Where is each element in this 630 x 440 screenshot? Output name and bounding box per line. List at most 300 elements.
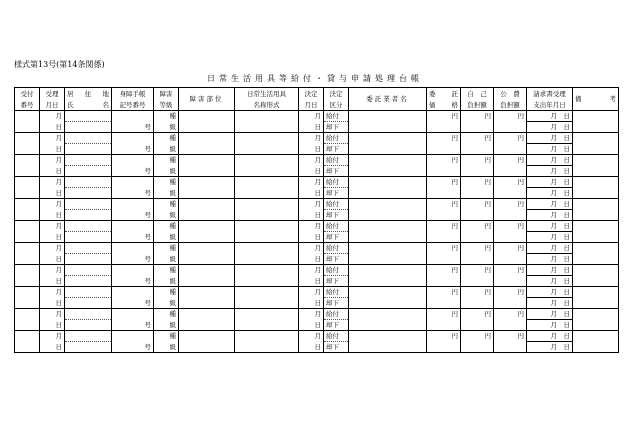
contract-price-cell-2[interactable] [427,232,461,243]
disability-part-cell[interactable] [179,243,235,265]
handbook-symbol-cell[interactable] [112,265,154,276]
name-cell[interactable] [65,166,112,177]
self-burden-cell-2[interactable] [461,254,494,265]
decision-provide-cell[interactable]: 給付 [324,221,349,232]
header-disability-grade: 障害 [154,88,179,100]
header-public-burden: 公 費 [494,88,527,100]
remarks-cell[interactable] [573,221,619,243]
disability-part-cell[interactable] [179,221,235,243]
received-month-cell[interactable]: 月 [40,155,65,166]
invoice-received-date-cell[interactable]: 月 日 [527,331,573,342]
invoice-received-date-cell[interactable]: 月 日 [527,133,573,144]
receipt-no-cell[interactable] [15,243,40,265]
self-burden-cell-2[interactable] [461,122,494,133]
name-cell[interactable] [65,232,112,243]
contractor-cell[interactable] [349,111,427,133]
name-cell[interactable] [65,320,112,331]
header-equipment: 日常生活用具 [235,88,299,100]
contractor-cell[interactable] [349,265,427,287]
contract-price-cell-2[interactable] [427,254,461,265]
handbook-number-cell[interactable]: 号 [112,320,154,331]
handbook-symbol-cell[interactable] [112,309,154,320]
disability-grade-cell[interactable]: 級 [154,122,179,133]
contract-price-cell[interactable]: 円 [427,265,461,276]
disability-type-cell[interactable]: 種 [154,221,179,232]
disability-grade-cell[interactable]: 級 [154,188,179,199]
header-receipt-no: 受付 [15,88,40,100]
disability-part-cell[interactable] [179,265,235,287]
address-cell[interactable] [65,155,112,166]
payment-date-cell[interactable]: 月 日 [527,320,573,331]
name-cell[interactable] [65,210,112,221]
decision-month-cell[interactable]: 月 [299,111,324,122]
decision-day-cell[interactable]: 日 [299,166,324,177]
received-month-cell[interactable]: 月 [40,111,65,122]
payment-date-cell[interactable]: 月 日 [527,210,573,221]
disability-grade-cell[interactable]: 級 [154,232,179,243]
public-burden-cell[interactable]: 円 [494,309,527,320]
disability-type-cell[interactable]: 種 [154,177,179,188]
contract-price-cell[interactable]: 円 [427,199,461,210]
contract-price-cell[interactable]: 円 [427,287,461,298]
contract-price-cell[interactable]: 円 [427,243,461,254]
handbook-number-cell[interactable]: 号 [112,122,154,133]
public-burden-cell-2[interactable] [494,166,527,177]
contractor-cell[interactable] [349,243,427,265]
handbook-number-cell[interactable]: 号 [112,232,154,243]
form-number: 様式第13号(第14条関係) [14,60,105,69]
decision-reject-cell[interactable]: 却下 [324,298,349,309]
payment-date-cell[interactable]: 月 日 [527,144,573,155]
remarks-cell[interactable] [573,199,619,221]
decision-provide-cell[interactable]: 給付 [324,133,349,144]
invoice-received-date-cell[interactable]: 月 日 [527,155,573,166]
public-burden-cell[interactable]: 円 [494,287,527,298]
table-row-bottom [15,144,619,155]
self-burden-cell[interactable]: 円 [461,155,494,166]
disability-type-cell[interactable]: 種 [154,155,179,166]
address-cell[interactable] [65,309,112,320]
decision-reject-cell[interactable]: 却下 [324,342,349,353]
disability-grade-cell[interactable]: 級 [154,298,179,309]
equipment-cell[interactable] [235,287,299,309]
received-day-cell[interactable]: 日 [40,188,65,199]
equipment-cell[interactable] [235,199,299,221]
contract-price-cell[interactable]: 円 [427,155,461,166]
remarks-cell[interactable] [573,265,619,287]
payment-date-cell[interactable]: 月 日 [527,342,573,353]
contract-price-cell[interactable]: 円 [427,331,461,342]
contractor-cell[interactable] [349,199,427,221]
public-burden-cell-2[interactable] [494,254,527,265]
payment-date-cell[interactable]: 月 日 [527,188,573,199]
received-day-cell[interactable]: 日 [40,144,65,155]
disability-type-cell[interactable]: 種 [154,331,179,342]
public-burden-cell[interactable]: 円 [494,155,527,166]
decision-day-cell[interactable]: 日 [299,254,324,265]
payment-date-cell[interactable]: 月 日 [527,122,573,133]
received-day-cell[interactable]: 日 [40,122,65,133]
equipment-cell[interactable] [235,155,299,177]
payment-date-cell[interactable]: 月 日 [527,276,573,287]
received-day-cell[interactable]: 日 [40,276,65,287]
decision-reject-cell[interactable]: 却下 [324,276,349,287]
equipment-cell[interactable] [235,265,299,287]
decision-day-cell[interactable]: 日 [299,320,324,331]
receipt-no-cell[interactable] [15,331,40,353]
self-burden-cell[interactable]: 円 [461,199,494,210]
name-cell[interactable] [65,276,112,287]
header-address: 居 住 地 [65,88,112,100]
public-burden-cell-2[interactable] [494,188,527,199]
disability-part-cell[interactable] [179,133,235,155]
invoice-received-date-cell[interactable]: 月 日 [527,199,573,210]
received-month-cell[interactable]: 月 [40,287,65,298]
public-burden-cell-2[interactable] [494,210,527,221]
header-invoice: 請求書受理 [527,88,573,100]
address-cell[interactable] [65,243,112,254]
self-burden-cell-2[interactable] [461,276,494,287]
invoice-received-date-cell[interactable]: 月 日 [527,265,573,276]
receipt-no-cell[interactable] [15,221,40,243]
remarks-cell[interactable] [573,111,619,133]
decision-provide-cell[interactable]: 給付 [324,155,349,166]
equipment-cell[interactable] [235,331,299,353]
decision-provide-cell[interactable]: 給付 [324,287,349,298]
public-burden-cell[interactable]: 円 [494,331,527,342]
received-day-cell[interactable]: 日 [40,166,65,177]
receipt-no-cell[interactable] [15,133,40,155]
decision-month-cell[interactable]: 月 [299,287,324,298]
contract-price-cell-2[interactable] [427,210,461,221]
decision-day-cell[interactable]: 日 [299,188,324,199]
decision-provide-cell[interactable]: 給付 [324,243,349,254]
handbook-number-cell[interactable]: 号 [112,276,154,287]
disability-grade-cell[interactable]: 級 [154,342,179,353]
remarks-cell[interactable] [573,177,619,199]
public-burden-cell-2[interactable] [494,342,527,353]
header-decision-type-2: 区分 [324,99,349,111]
self-burden-cell[interactable]: 円 [461,177,494,188]
decision-reject-cell[interactable]: 却下 [324,232,349,243]
received-day-cell[interactable]: 日 [40,232,65,243]
contractor-cell[interactable] [349,221,427,243]
public-burden-cell-2[interactable] [494,320,527,331]
decision-day-cell[interactable]: 日 [299,232,324,243]
contract-price-cell-2[interactable] [427,188,461,199]
handbook-symbol-cell[interactable] [112,287,154,298]
self-burden-cell[interactable]: 円 [461,133,494,144]
address-cell[interactable] [65,177,112,188]
table-body [15,111,619,353]
handbook-symbol-cell[interactable] [112,111,154,122]
contract-price-cell-2[interactable] [427,320,461,331]
handbook-number-cell[interactable]: 号 [112,210,154,221]
contract-price-cell[interactable]: 円 [427,221,461,232]
header-handbook-2: 記号番号 [112,99,154,111]
handbook-symbol-cell[interactable] [112,331,154,342]
contractor-cell[interactable] [349,309,427,331]
disability-part-cell[interactable] [179,111,235,133]
decision-month-cell[interactable]: 月 [299,243,324,254]
remarks-cell[interactable] [573,309,619,331]
contract-price-cell[interactable]: 円 [427,111,461,122]
decision-reject-cell[interactable]: 却下 [324,144,349,155]
contractor-cell[interactable] [349,287,427,309]
decision-reject-cell[interactable]: 却下 [324,166,349,177]
name-cell[interactable] [65,298,112,309]
decision-provide-cell[interactable]: 給付 [324,199,349,210]
equipment-cell[interactable] [235,221,299,243]
disability-type-cell[interactable]: 種 [154,199,179,210]
self-burden-cell[interactable]: 円 [461,265,494,276]
public-burden-cell-2[interactable] [494,276,527,287]
table-row-bottom [15,342,619,353]
contract-price-cell[interactable]: 円 [427,133,461,144]
address-cell[interactable] [65,287,112,298]
self-burden-cell-2[interactable] [461,342,494,353]
self-burden-cell[interactable]: 円 [461,221,494,232]
contract-price-cell[interactable]: 円 [427,177,461,188]
receipt-no-cell[interactable] [15,177,40,199]
public-burden-cell-2[interactable] [494,232,527,243]
decision-month-cell[interactable]: 月 [299,331,324,342]
public-burden-cell[interactable]: 円 [494,243,527,254]
self-burden-cell-2[interactable] [461,320,494,331]
handbook-symbol-cell[interactable] [112,177,154,188]
decision-reject-cell[interactable]: 却下 [324,188,349,199]
invoice-received-date-cell[interactable]: 月 日 [527,111,573,122]
received-day-cell[interactable]: 日 [40,320,65,331]
decision-provide-cell[interactable]: 給付 [324,331,349,342]
received-day-cell[interactable]: 日 [40,342,65,353]
received-day-cell[interactable]: 日 [40,210,65,221]
decision-day-cell[interactable]: 日 [299,298,324,309]
decision-month-cell[interactable]: 月 [299,133,324,144]
decision-day-cell[interactable]: 日 [299,144,324,155]
received-day-cell[interactable]: 日 [40,298,65,309]
disability-part-cell[interactable] [179,331,235,353]
self-burden-cell-2[interactable] [461,188,494,199]
receipt-no-cell[interactable] [15,309,40,331]
header-received-date: 受理 [40,88,65,100]
remarks-cell[interactable] [573,243,619,265]
received-day-cell[interactable]: 日 [40,254,65,265]
remarks-cell[interactable] [573,331,619,353]
self-burden-cell-2[interactable] [461,298,494,309]
invoice-received-date-cell[interactable]: 月 日 [527,287,573,298]
address-cell[interactable] [65,265,112,276]
disability-type-cell[interactable]: 種 [154,111,179,122]
payment-date-cell[interactable]: 月 日 [527,166,573,177]
public-burden-cell[interactable]: 円 [494,177,527,188]
equipment-cell[interactable] [235,177,299,199]
disability-grade-cell[interactable]: 級 [154,144,179,155]
handbook-number-cell[interactable]: 号 [112,254,154,265]
invoice-received-date-cell[interactable]: 月 日 [527,221,573,232]
address-cell[interactable] [65,221,112,232]
disability-type-cell[interactable]: 種 [154,133,179,144]
table-row-bottom [15,320,619,331]
disability-grade-cell[interactable]: 級 [154,210,179,221]
handbook-number-cell[interactable]: 号 [112,144,154,155]
public-burden-cell-2[interactable] [494,122,527,133]
header-name: 氏 名 [65,99,112,111]
decision-provide-cell[interactable]: 給付 [324,265,349,276]
address-cell[interactable] [65,199,112,210]
name-cell[interactable] [65,122,112,133]
disability-type-cell[interactable]: 種 [154,287,179,298]
contractor-cell[interactable] [349,177,427,199]
decision-day-cell[interactable]: 日 [299,210,324,221]
invoice-received-date-cell[interactable]: 月 日 [527,243,573,254]
contract-price-cell-2[interactable] [427,276,461,287]
decision-provide-cell[interactable]: 給付 [324,309,349,320]
disability-part-cell[interactable] [179,177,235,199]
received-month-cell[interactable]: 月 [40,133,65,144]
remarks-cell[interactable] [573,155,619,177]
received-month-cell[interactable]: 月 [40,243,65,254]
self-burden-cell[interactable]: 円 [461,287,494,298]
table-row-bottom [15,122,619,133]
name-cell[interactable] [65,188,112,199]
self-burden-cell-2[interactable] [461,166,494,177]
public-burden-cell[interactable]: 円 [494,221,527,232]
disability-part-cell[interactable] [179,309,235,331]
decision-reject-cell[interactable]: 却下 [324,122,349,133]
header-self-burden-2: 負担額 [461,99,494,111]
table-row-top [15,287,619,298]
public-burden-cell-2[interactable] [494,298,527,309]
name-cell[interactable] [65,342,112,353]
received-month-cell[interactable]: 月 [40,177,65,188]
public-burden-cell[interactable]: 円 [494,111,527,122]
decision-month-cell[interactable]: 月 [299,309,324,320]
public-burden-cell[interactable]: 円 [494,199,527,210]
contractor-cell[interactable] [349,331,427,353]
remarks-cell[interactable] [573,287,619,309]
decision-day-cell[interactable]: 日 [299,342,324,353]
handbook-number-cell[interactable]: 号 [112,188,154,199]
equipment-cell[interactable] [235,243,299,265]
contract-price-cell-2[interactable] [427,298,461,309]
contract-price-cell-2[interactable] [427,144,461,155]
disability-grade-cell[interactable]: 級 [154,254,179,265]
decision-provide-cell[interactable]: 給付 [324,111,349,122]
self-burden-cell[interactable]: 円 [461,243,494,254]
payment-date-cell[interactable]: 月 日 [527,254,573,265]
address-cell[interactable] [65,111,112,122]
self-burden-cell[interactable]: 円 [461,309,494,320]
self-burden-cell-2[interactable] [461,144,494,155]
decision-month-cell[interactable]: 月 [299,265,324,276]
remarks-cell[interactable] [573,133,619,155]
disability-grade-cell[interactable]: 級 [154,276,179,287]
disability-type-cell[interactable]: 種 [154,243,179,254]
decision-provide-cell[interactable]: 給付 [324,177,349,188]
handbook-symbol-cell[interactable] [112,199,154,210]
decision-month-cell[interactable]: 月 [299,177,324,188]
self-burden-cell[interactable]: 円 [461,111,494,122]
handbook-number-cell[interactable]: 号 [112,166,154,177]
address-cell[interactable] [65,331,112,342]
disability-type-cell[interactable]: 種 [154,309,179,320]
disability-part-cell[interactable] [179,287,235,309]
invoice-received-date-cell[interactable]: 月 日 [527,309,573,320]
public-burden-cell[interactable]: 円 [494,133,527,144]
header-contract-price: 委 託 [427,88,461,100]
handbook-number-cell[interactable]: 号 [112,298,154,309]
header-remarks: 備 考 [573,88,619,111]
received-month-cell[interactable]: 月 [40,221,65,232]
name-cell[interactable] [65,144,112,155]
table-row-top [15,265,619,276]
equipment-cell[interactable] [235,111,299,133]
received-month-cell[interactable]: 月 [40,265,65,276]
self-burden-cell-2[interactable] [461,210,494,221]
disability-part-cell[interactable] [179,155,235,177]
contract-price-cell-2[interactable] [427,122,461,133]
contract-price-cell[interactable]: 円 [427,309,461,320]
header-decision-date-2: 月日 [299,99,324,111]
received-month-cell[interactable]: 月 [40,199,65,210]
disability-type-cell[interactable]: 種 [154,265,179,276]
decision-day-cell[interactable]: 日 [299,122,324,133]
receipt-no-cell[interactable] [15,199,40,221]
public-burden-cell[interactable]: 円 [494,265,527,276]
receipt-no-cell[interactable] [15,155,40,177]
decision-month-cell[interactable]: 月 [299,199,324,210]
table-row-top [15,309,619,320]
received-month-cell[interactable]: 月 [40,309,65,320]
decision-reject-cell[interactable]: 却下 [324,210,349,221]
decision-month-cell[interactable]: 月 [299,221,324,232]
receipt-no-cell[interactable] [15,111,40,133]
equipment-cell[interactable] [235,133,299,155]
handbook-symbol-cell[interactable] [112,221,154,232]
disability-grade-cell[interactable]: 級 [154,166,179,177]
invoice-received-date-cell[interactable]: 月 日 [527,177,573,188]
payment-date-cell[interactable]: 月 日 [527,232,573,243]
payment-date-cell[interactable]: 月 日 [527,298,573,309]
public-burden-cell-2[interactable] [494,144,527,155]
name-cell[interactable] [65,254,112,265]
handbook-symbol-cell[interactable] [112,243,154,254]
decision-reject-cell[interactable]: 却下 [324,254,349,265]
handbook-symbol-cell[interactable] [112,133,154,144]
handbook-symbol-cell[interactable] [112,155,154,166]
contractor-cell[interactable] [349,133,427,155]
self-burden-cell[interactable]: 円 [461,331,494,342]
receipt-no-cell[interactable] [15,265,40,287]
equipment-cell[interactable] [235,309,299,331]
header-disability-part: 障害部位 [179,88,235,111]
received-month-cell[interactable]: 月 [40,331,65,342]
self-burden-cell-2[interactable] [461,232,494,243]
disability-grade-cell[interactable]: 級 [154,320,179,331]
contract-price-cell-2[interactable] [427,342,461,353]
contract-price-cell-2[interactable] [427,166,461,177]
contractor-cell[interactable] [349,155,427,177]
decision-day-cell[interactable]: 日 [299,276,324,287]
handbook-number-cell[interactable]: 号 [112,342,154,353]
receipt-no-cell[interactable] [15,287,40,309]
decision-month-cell[interactable]: 月 [299,155,324,166]
disability-part-cell[interactable] [179,199,235,221]
decision-reject-cell[interactable]: 却下 [324,320,349,331]
header-contract-price-2: 価 格 [427,99,461,111]
address-cell[interactable] [65,133,112,144]
